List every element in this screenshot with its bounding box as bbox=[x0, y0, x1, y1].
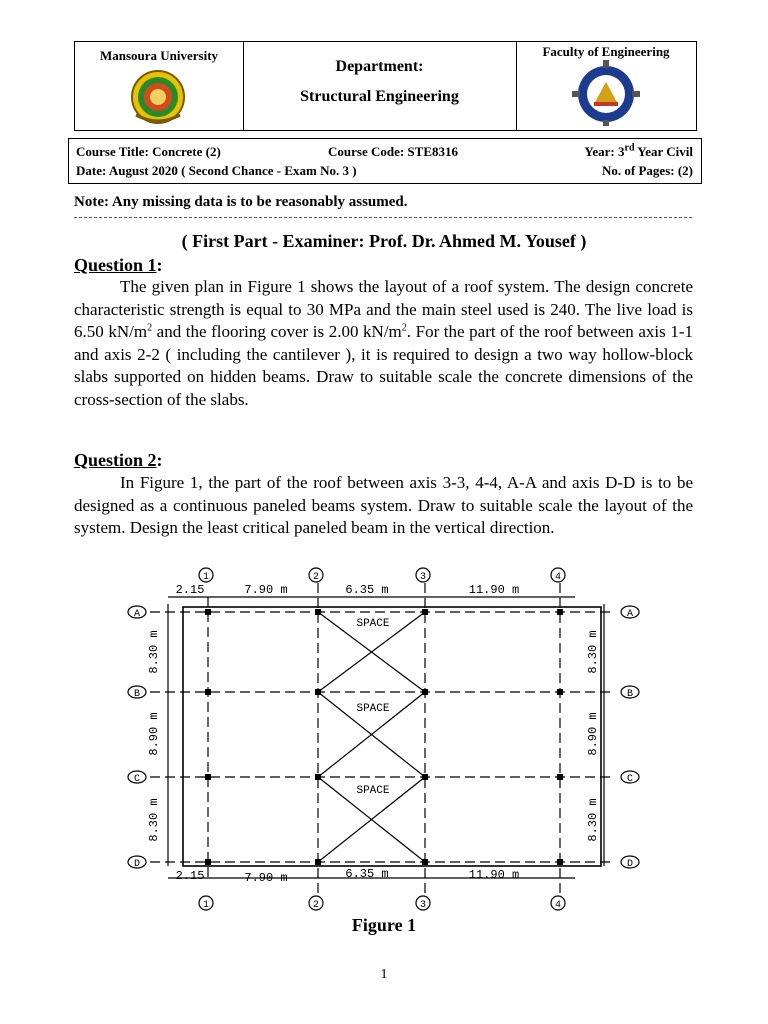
part-title: ( First Part - Examiner: Prof. Dr. Ahmed M. Yousef ) bbox=[181, 231, 587, 251]
page-count: No. of Pages: (2) bbox=[602, 163, 693, 178]
bottom-dim-3-4: 11.90 m bbox=[468, 868, 520, 882]
top-dim-2-3: 6.35 m bbox=[345, 583, 389, 597]
axis-d-left: D bbox=[133, 859, 141, 870]
axis-c-right: C bbox=[626, 774, 634, 785]
question-2-heading: Question 2: bbox=[74, 450, 163, 470]
bottom-dim-1-2: 7.90 m bbox=[244, 871, 288, 885]
axis-2-bottom: 2 bbox=[312, 900, 320, 911]
top-dim-3-4: 11.90 m bbox=[468, 583, 520, 597]
space-label-3: SPACE bbox=[356, 785, 390, 797]
faculty-name: Faculty of Engineering bbox=[542, 44, 670, 59]
note: Note: Any missing data is to be reasonably assumed. bbox=[74, 194, 408, 210]
axis-4-top: 4 bbox=[554, 572, 562, 583]
side-dim-a-b-right: 8.30 m bbox=[586, 630, 600, 674]
university-name: Mansoura University bbox=[99, 48, 219, 63]
axis-4-bottom: 4 bbox=[554, 900, 562, 911]
axis-a-right: A bbox=[626, 609, 634, 620]
bottom-dim-cantilever: 2.15 bbox=[175, 869, 205, 883]
side-dim-b-c-left: 8.90 m bbox=[147, 712, 161, 756]
department-name: Structural Engineering bbox=[300, 88, 459, 105]
course-title: Course Title: Concrete (2) bbox=[76, 144, 221, 159]
space-label-2: SPACE bbox=[356, 703, 390, 715]
top-dim-1-2: 7.90 m bbox=[244, 583, 288, 597]
side-dim-c-d-left: 8.30 m bbox=[147, 798, 161, 842]
bottom-dim-2-3: 6.35 m bbox=[345, 867, 389, 881]
question-1-text: The given plan in Figure 1 shows the layout of a roof system. The design concrete characteristic strength is equal to 30 MPa and the main steel used is 240. The live load is 6.50 $kN/m^2$ and the flooring cover is 2.00 $kN/m^2$. For the part of the roof between axis 1-1 and axis 2-2 ( including the cantilever ), it is required to design a two way hollow-block slabs supported on hidden beams. Draw to suitable scale the concrete dimensions of the cross-section of the slabs. bbox=[74, 277, 693, 409]
page-number: 1 bbox=[380, 967, 388, 982]
figure-caption: Figure 1 bbox=[351, 915, 417, 935]
question-2-text: In Figure 1, the part of the roof between axis 3-3, 4-4, A-A and axis D-D is to be designed as a continuous paneled beams system. Draw to suitable scale the layout of the system. Design the least critical paneled beam in the vertical direction. bbox=[74, 473, 693, 537]
axis-2-top: 2 bbox=[312, 572, 320, 583]
space-label-1: SPACE bbox=[356, 618, 390, 630]
side-dim-b-c-right: 8.90 m bbox=[586, 712, 600, 756]
axis-1-top: 1 bbox=[202, 572, 210, 583]
axis-a-left: A bbox=[133, 609, 141, 620]
top-dim-cantilever: 2.15 bbox=[175, 583, 205, 597]
course-code: Course Code: STE8316 bbox=[328, 144, 459, 159]
exam-date: Date: August 2020 ( Second Chance - Exam No. 3 ) bbox=[76, 163, 357, 178]
side-dim-c-d-right: 8.30 m bbox=[586, 798, 600, 842]
question-1-heading: Question 1: bbox=[74, 255, 163, 275]
axis-1-bottom: 1 bbox=[202, 900, 210, 911]
side-dim-a-b-left: 8.30 m bbox=[147, 630, 161, 674]
axis-b-right: B bbox=[626, 689, 634, 700]
department-label: Department: bbox=[335, 58, 424, 75]
axis-c-left: C bbox=[133, 774, 141, 785]
axis-3-bottom: 3 bbox=[419, 900, 427, 911]
axis-d-right: D bbox=[626, 859, 634, 870]
axis-b-left: B bbox=[133, 689, 141, 700]
course-year: Year: 3rd Year Civil bbox=[584, 142, 693, 159]
axis-3-top: 3 bbox=[419, 572, 427, 583]
